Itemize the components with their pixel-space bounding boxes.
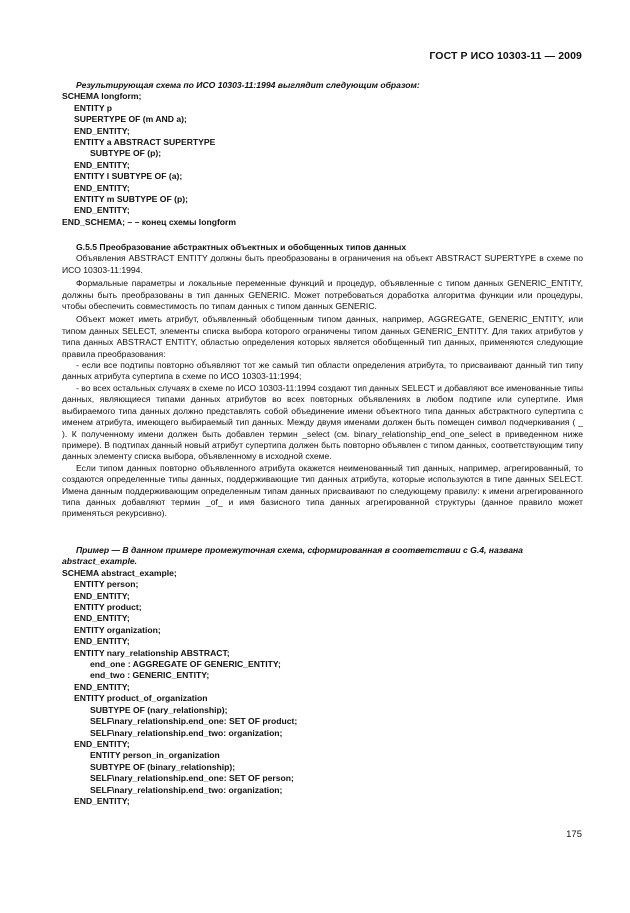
- paragraph: Объявления ABSTRACT ENTITY должны быть преобразованы в ограничения на объект ABSTRACT SUPERTYPE в схеме по ИСО 10303-11:1994.: [62, 253, 583, 275]
- code-line: ENTITY person;: [74, 579, 139, 590]
- code-line: END_ENTITY;: [74, 738, 130, 749]
- intro-line: Результирующая схема по ИСО 10303-11:1994 выглядит следующим образом:: [76, 80, 420, 90]
- code-line: ENTITY organization;: [74, 624, 161, 635]
- code-line: ENTITY m SUBTYPE OF (p);: [74, 194, 188, 205]
- paragraph: - если все подтипы повторно объявляют тот же самый тип области определения атрибута, то присваивают данный тип типу данных атрибута супертипа в схеме по ИСО 10303-11:1994;: [62, 360, 583, 382]
- code-line: ENTITY product_of_organization: [74, 693, 208, 704]
- code-line: ENTITY person_in_organization: [90, 750, 220, 761]
- code-line: end_two : GENERIC_ENTITY;: [90, 670, 210, 681]
- example-intro: Пример — В данном примере промежуточная схема, сформированная в соответствии с G.4, названа abstract_example.: [62, 545, 523, 567]
- code-line: END_ENTITY;: [74, 182, 130, 193]
- code-line: SCHEMA abstract_example;: [62, 567, 177, 578]
- paragraph: - во всех остальных случаях в схеме по ИСО 10303-11:1994 создают тип данных SELECT и добавляют все именованные типы данных, являющиеся типами данных атрибутов во всех повторных объявлениях в любом подтипе или супертипе. Имя выбираемого типа данных должно представлять собой объединение имени объектного типа данных абстрактного супертипа с именем атрибута, имеющего выбираемый тип данных. Между двумя именами должен быть помещен символ подчеркивания ( _ ). К полученному имени должен быть добавлен термин _select (см. binary_relationship_end_one_select в приведенном ниже примере). В подтипах данный новый атрибут супертипа должен быть повторно объявлен с типом данных, соответствующим типу данных элементу списка выбора, объявленному в исходной схеме.: [62, 382, 583, 462]
- code-line: SELF\nary_relationship.end_one: SET OF person;: [90, 773, 294, 784]
- paragraph: Формальные параметры и локальные переменные функций и процедур, объявленные с типом данных GENERIC_ENTITY, должны быть преобразованы в тип данных GENERIC. Может потребоваться доработка алгоритма функции или процедуры, чтобы обеспечить совместимость по типам данных с типом данных GENERIC.: [62, 278, 583, 312]
- code-line: END_SCHEMA; – – конец схемы longform: [62, 216, 237, 227]
- code-line: SUBTYPE OF (p);: [90, 148, 162, 159]
- paragraph: Если типом данных повторно объявленного атрибута окажется неименованный тип данных, например, агрегированный, то создаются определенные типы данных, поддерживающие тип данных атрибута, которые используются в типе данных SELECT. Имена данным поддерживающим определенным типам данных присваивают по следующему правилу: к имени агрегированного типа данных добавляют термин _of_ и имя базисного типа данных агрегированной структуры (данное правило может применяться рекурсивно).: [62, 462, 583, 519]
- code-line: SELF\nary_relationship.end_two: organization;: [90, 784, 283, 795]
- code-line: SELF\nary_relationship.end_one: SET OF product;: [90, 716, 298, 727]
- code-line: ENTITY a ABSTRACT SUPERTYPE: [74, 137, 216, 148]
- code-line: end_one : AGGREGATE OF GENERIC_ENTITY;: [90, 659, 281, 670]
- code-line: END_ENTITY;: [74, 159, 130, 170]
- section-title: G.5.5 Преобразование абстрактных объектных и обобщенных типов данных: [76, 242, 407, 252]
- code-line: ENTITY product;: [74, 602, 142, 613]
- code-line: SUPERTYPE OF (m AND a);: [74, 114, 187, 125]
- longform-section: [62, 80, 583, 228]
- code-line: END_ENTITY;: [74, 613, 130, 624]
- example-section: [62, 545, 583, 807]
- code-line: END_ENTITY;: [74, 795, 130, 806]
- code-line: ENTITY l SUBTYPE OF (a);: [74, 171, 183, 182]
- code-line: END_ENTITY;: [74, 681, 130, 692]
- section-g-5-5: [62, 242, 583, 520]
- code-line: SCHEMA longform;: [62, 91, 142, 102]
- code-line: SUBTYPE OF (binary_relationship);: [90, 761, 236, 772]
- standard-header: ГОСТ Р ИСО 10303-11 — 2009: [429, 50, 582, 62]
- code-line: END_ENTITY;: [74, 636, 130, 647]
- code-line: ENTITY p: [74, 102, 113, 113]
- code-line: SUBTYPE OF (nary_relationship);: [90, 704, 228, 715]
- code-line: END_ENTITY;: [74, 125, 130, 136]
- code-line: END_ENTITY;: [74, 590, 130, 601]
- code-line: ENTITY nary_relationship ABSTRACT;: [74, 647, 230, 658]
- page-number: 175: [566, 829, 582, 840]
- code-line: SELF\nary_relationship.end_two: organization;: [90, 727, 283, 738]
- paragraph: Объект может иметь атрибут, объявленный обобщенным типом данных, например, AGGREGATE, GENERIC_ENTITY, или типом данных SELECT, элементы списка выбора которого ограничены типом данных GENERIC_ENTITY. Для таких атрибутов у типа данных ABSTRACT ENTITY, областью определения которых является обобщенный тип данных, применяются следующие правила преобразования:: [62, 314, 583, 359]
- code-line: END_ENTITY;: [74, 205, 130, 216]
